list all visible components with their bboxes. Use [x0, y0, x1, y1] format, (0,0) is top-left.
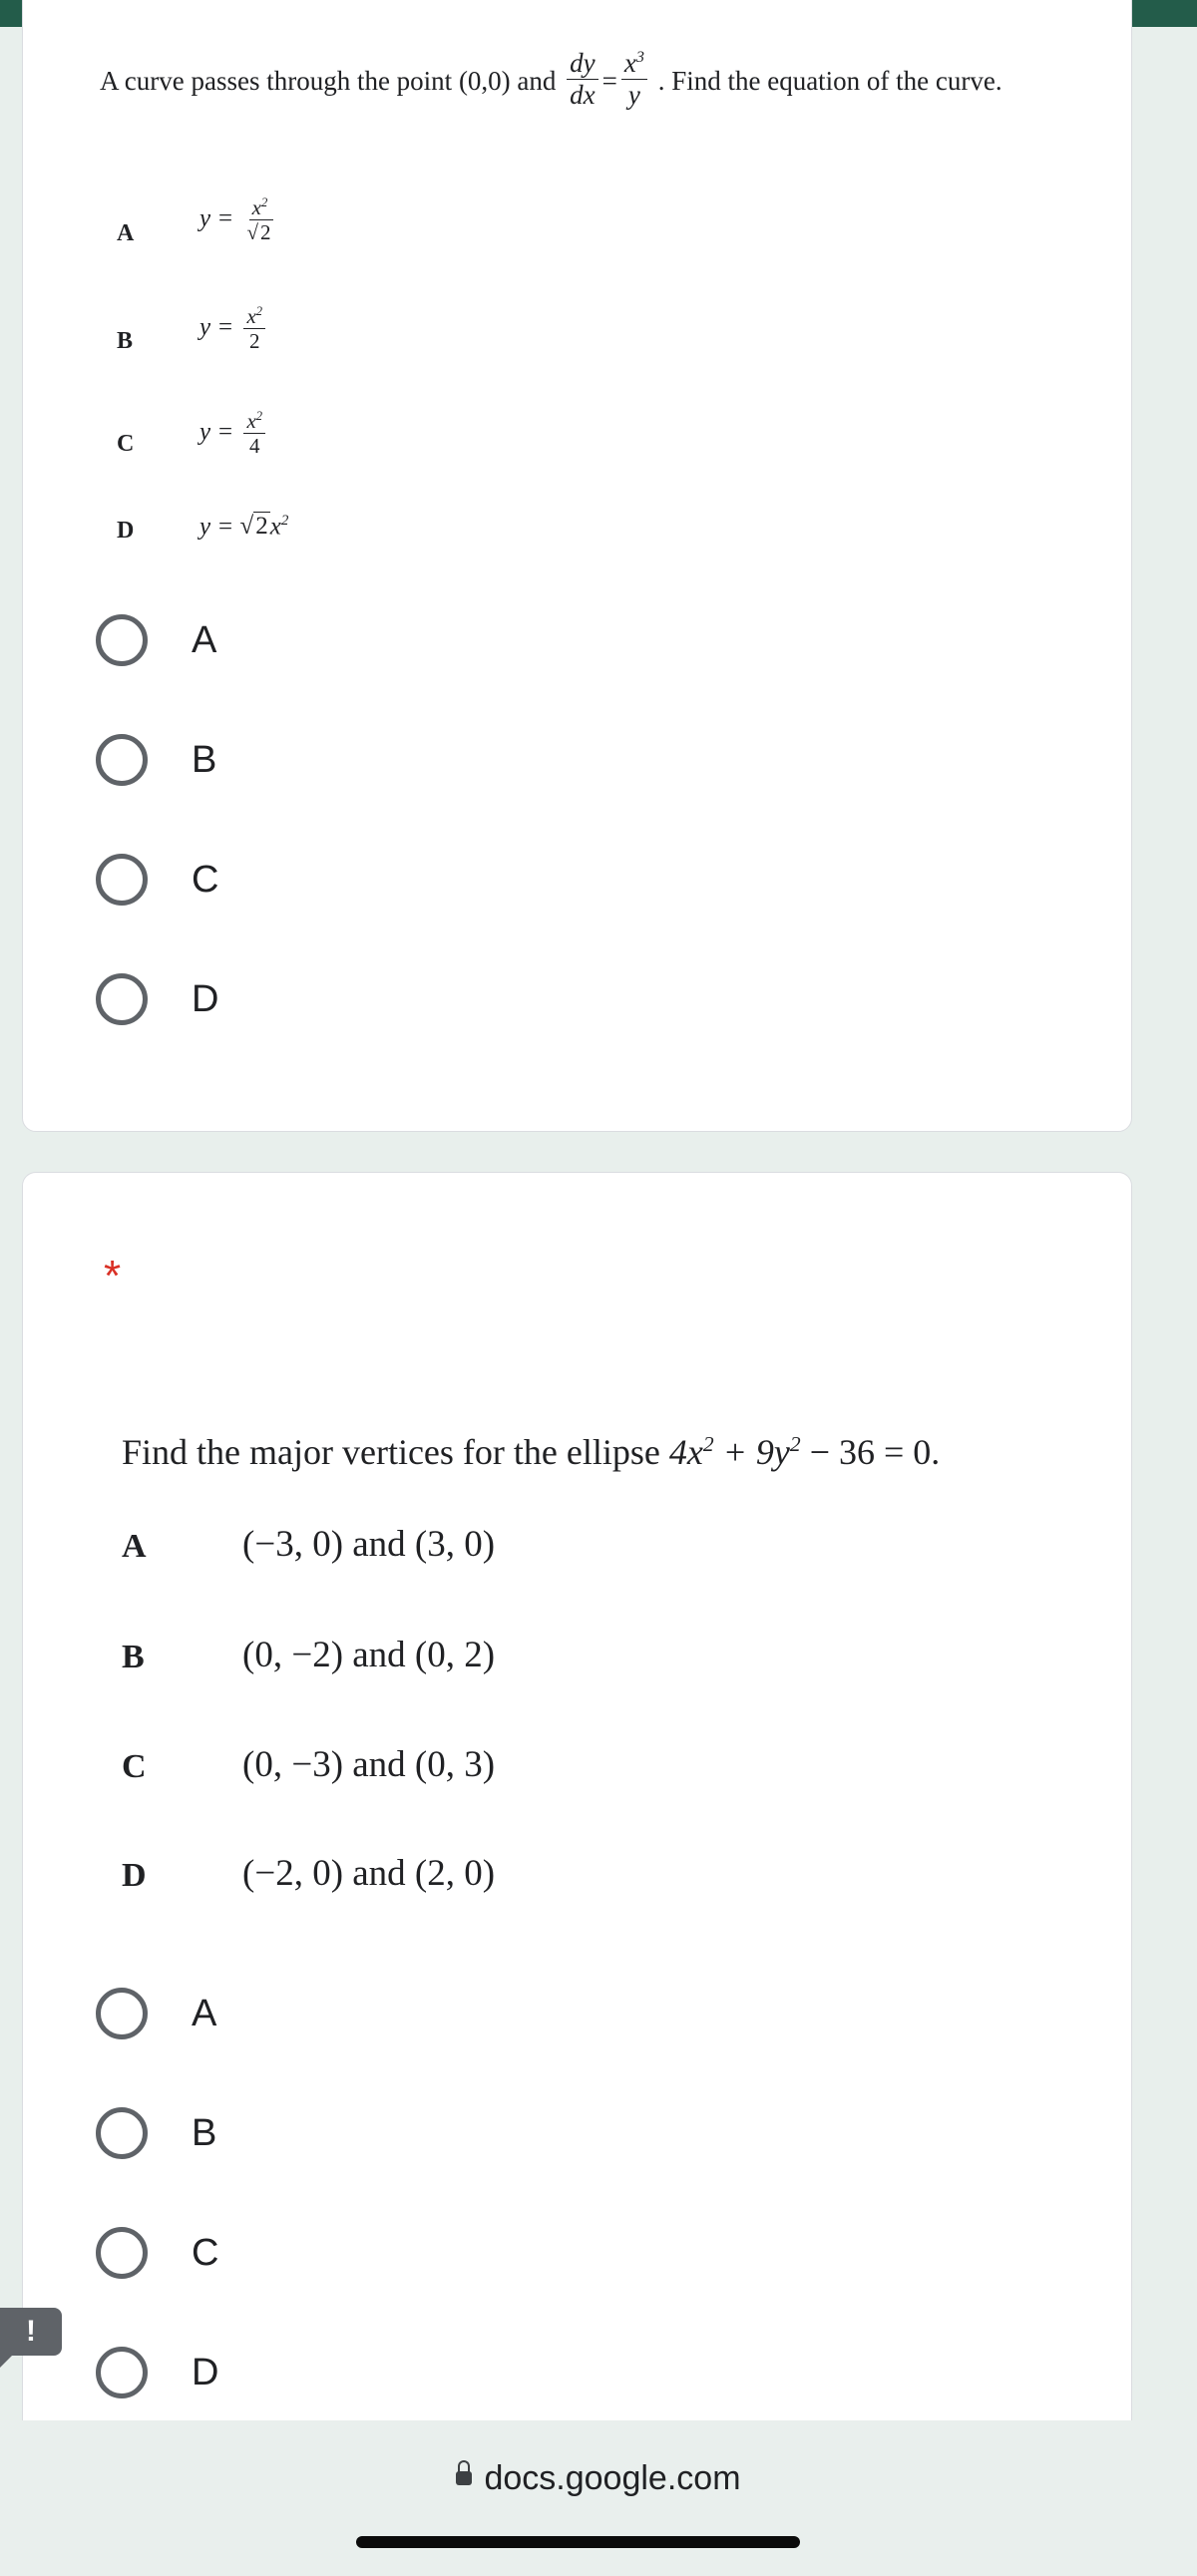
q2-eq-c: − 36 = 0. — [800, 1432, 941, 1472]
radio-circle-icon[interactable] — [96, 614, 148, 666]
q1-d-sqrt: √2 — [239, 513, 268, 541]
q2-radio-label-a: A — [192, 1992, 217, 2034]
q1-rhs — [621, 48, 647, 111]
q1-radio-c[interactable] — [96, 848, 218, 912]
q1-option-expr-d — [200, 513, 288, 541]
q1-equals: = — [601, 65, 617, 96]
radio-circle-icon[interactable] — [96, 973, 148, 1025]
q2-option-letter-b: B — [122, 1639, 145, 1675]
q1-b-num — [243, 304, 265, 329]
q2-option-letter-c: C — [122, 1748, 147, 1785]
q1-a-num-exp: 2 — [261, 195, 268, 209]
q2-eq-b: + 9y — [713, 1432, 790, 1472]
q1-d-lhs: y = — [200, 513, 234, 541]
q1-a-lhs: y = — [200, 204, 234, 232]
q1-rhs-num — [621, 48, 647, 80]
q2-option-expr-b: (0, −2) and (0, 2) — [242, 1635, 496, 1675]
radio-circle-icon[interactable] — [96, 2347, 148, 2398]
question-card-1 — [22, 0, 1132, 1132]
q1-b-num-base: x — [246, 304, 256, 328]
radio-circle-icon[interactable] — [96, 2107, 148, 2159]
question-2-text — [122, 1431, 940, 1473]
q1-a-den-radicand: 2 — [260, 220, 271, 245]
q1-option-letter-b: B — [117, 328, 134, 354]
q1-c-frac — [243, 409, 265, 458]
q2-radio-b[interactable] — [96, 2101, 216, 2165]
required-asterisk: * — [104, 1252, 122, 1300]
question-1-text — [100, 48, 1002, 115]
q1-option-letter-a: A — [117, 220, 135, 246]
q1-option-expr-c — [200, 409, 269, 458]
q2-radio-label-b: B — [192, 2111, 217, 2154]
q1-prefix: A curve passes through the point (0,0) and — [100, 65, 557, 96]
q1-radio-label-a: A — [192, 618, 217, 661]
q1-option-letter-d: D — [117, 518, 135, 544]
q2-radio-c[interactable] — [96, 2221, 218, 2285]
q1-c-num — [243, 409, 265, 434]
q1-radio-label-b: B — [192, 738, 217, 781]
q1-a-num — [249, 195, 271, 220]
home-indicator[interactable] — [356, 2536, 800, 2548]
q2-option-expr-a: (−3, 0) and (3, 0) — [242, 1524, 496, 1565]
q1-d-tail: x — [269, 513, 281, 541]
q2-option-letter-a: A — [122, 1528, 147, 1565]
q1-a-den: √2 — [246, 220, 271, 245]
q1-radio-a[interactable] — [96, 608, 216, 672]
q1-rhs-num-base: x — [623, 48, 636, 78]
q2-radio-a[interactable] — [96, 1982, 216, 2045]
q1-a-num-base: x — [251, 195, 261, 219]
q1-option-expr-b — [200, 304, 269, 353]
q2-eq-a-exp: 2 — [702, 1432, 714, 1456]
q1-radio-label-c: C — [192, 858, 219, 901]
q1-deriv-den: dx — [570, 80, 596, 111]
radio-circle-icon[interactable] — [96, 2227, 148, 2279]
url-text: docs.google.com — [484, 2459, 741, 2497]
q1-rhs-den: y — [627, 80, 640, 111]
q1-option-letter-c: C — [117, 431, 135, 457]
q2-radio-d[interactable] — [96, 2341, 218, 2404]
radio-circle-icon[interactable] — [96, 734, 148, 786]
q1-radio-b[interactable] — [96, 728, 216, 792]
q1-radio-label-d: D — [192, 977, 219, 1020]
q1-a-frac — [243, 195, 275, 244]
q2-radio-label-d: D — [192, 2351, 219, 2393]
q1-b-den: 2 — [249, 329, 260, 354]
q1-c-lhs: y = — [200, 418, 234, 446]
q1-d-exp: 2 — [280, 513, 289, 529]
report-issue-tail — [0, 2354, 14, 2368]
q1-c-num-exp: 2 — [255, 409, 263, 423]
q1-b-num-exp: 2 — [255, 304, 263, 318]
q2-eq-b-exp: 2 — [789, 1432, 801, 1456]
q2-option-letter-d: D — [122, 1857, 147, 1894]
q2-option-expr-c: (0, −3) and (0, 3) — [242, 1744, 496, 1785]
report-issue-icon[interactable]: ! — [0, 2308, 62, 2356]
browser-bottom-bar — [0, 2420, 1197, 2576]
q2-radio-label-c: C — [192, 2231, 219, 2274]
q1-b-lhs: y = — [200, 313, 234, 341]
q1-radio-d[interactable] — [96, 967, 218, 1031]
q2-equation — [669, 1432, 801, 1472]
q2-option-expr-d: (−2, 0) and (2, 0) — [242, 1853, 496, 1894]
q1-c-num-base: x — [246, 409, 256, 433]
lock-icon — [456, 2471, 472, 2485]
q1-d-radicand: 2 — [255, 513, 268, 541]
q1-rhs-num-exp: 3 — [635, 48, 644, 66]
q2-prefix: Find the major vertices for the ellipse — [122, 1432, 660, 1472]
q1-deriv-num: dy — [567, 48, 598, 80]
q1-b-frac — [243, 304, 265, 353]
radio-circle-icon[interactable] — [96, 854, 148, 906]
q1-option-expr-a — [200, 195, 280, 244]
q2-eq-a: 4x — [668, 1432, 703, 1472]
q1-derivative — [567, 48, 598, 111]
url-bar[interactable] — [0, 2459, 1197, 2498]
q1-c-den: 4 — [249, 434, 260, 459]
radio-circle-icon[interactable] — [96, 1988, 148, 2039]
q1-suffix: . Find the equation of the curve. — [657, 65, 1002, 96]
